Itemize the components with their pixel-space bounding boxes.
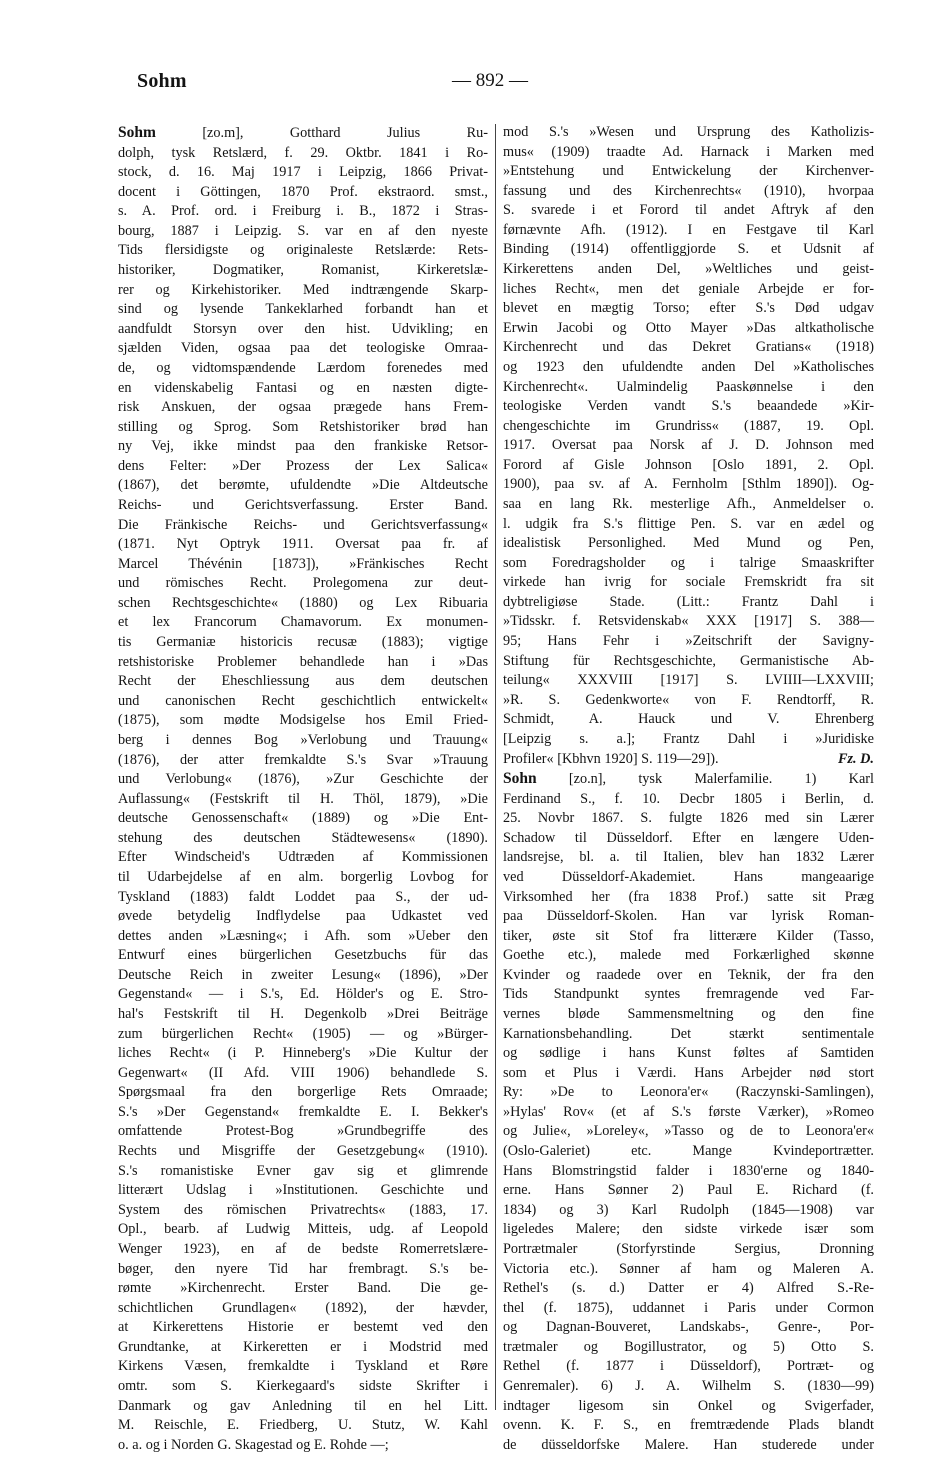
text-line: liches Recht«, men det geniale Arbejde er for- (503, 280, 874, 297)
text-line: Gegenstand« — i S.'s, Ed. Hölder's og E. Stro- (118, 986, 488, 1003)
text-line: Tids Standpunkt syntes fremragende ved Far- (503, 986, 874, 1003)
text-line: (1871. Nyt Optryk 1911. Oversat paa fr. af (118, 536, 488, 553)
text-line: erne. Hans Sønner 2) Paul E. Richard (f. (503, 1182, 874, 1199)
text-line: Marcel Thévénin [1873]), »Fränkisches Recht (118, 555, 488, 572)
text-line: Kirkens Væsen, fremkaldte i Tyskland et Røre (118, 1358, 488, 1375)
author-signature: Fz. D. (837, 750, 874, 767)
text-line: blevet en mægtig Torso; efter S.'s Død udgav (503, 300, 874, 317)
text-line: Deutsche Reich in zweiter Lesung« (1896), »Der (118, 966, 488, 983)
text-line: landsrejse, bl. a. til Italien, blev han 1832 Lærer (503, 849, 874, 866)
text-line: og 1923 den ufuldendte anden Del »Katholisches (503, 358, 874, 375)
text-line: de düsseldorfske Malere. Han studerede under (503, 1436, 874, 1453)
text-line: omfattende Protest-Bog »Grundbegriffe des (118, 1123, 488, 1140)
text-line: teilung« XXXVIII [1917] S. LVIIII—LXXVIII; (503, 672, 874, 689)
text-line: und Verlobung« (1876), »Zur Geschichte der (118, 771, 488, 788)
text-line: S. svarede i et Forord til andet Aftryk af den (503, 202, 874, 219)
text-line: M. Reischle, E. Friedberg, U. Stutz, W. Kahl (118, 1417, 488, 1434)
text-line: Sohn [zo.n], tysk Malerfamilie. 1) Karl (503, 770, 874, 788)
text-line: Wenger 1923), en af de bedste Romerretslære- (118, 1240, 488, 1257)
left-column (118, 123, 488, 1455)
text-line: dolph, tysk Retslærd, f. 29. Oktbr. 1841 i Ro- (118, 144, 488, 161)
text-line: Gegenwart« (II Afd. VIII 1906) behandlede S. (118, 1064, 488, 1081)
text-line: og Julie«, »Loreley«, »Tasso og de to Leonora'er« (503, 1123, 874, 1140)
text-line: Goethe etc.), malede med Forkærlighed skønne (503, 947, 874, 964)
page-number: — 892 — (452, 70, 528, 91)
text-line: Kirkerettens anden Del, »Weltliches und geist- (503, 261, 874, 278)
text-line: o. a. og i Norden G. Skagestad og E. Rohde —; (118, 1436, 389, 1453)
text-line: saa en lang Rk. mesterlige Afh., Anmeldelser o. (503, 495, 874, 512)
text-line: aandfuldt Storsyn over den hist. Udvikling; en (118, 320, 488, 337)
text-line: omtr. som S. Kierkegaard's sidste Skrifter i (118, 1378, 488, 1394)
text-line: paa Düsseldorf-Skolen. Han var lyrisk Roman- (503, 908, 874, 925)
text-line: et lex Francorum Chamavorum. Ex monumen- (118, 614, 488, 631)
text-line: til Udarbejdelse af en alm. borgerlig Lovbog for (118, 868, 488, 885)
text-line: Opl., bearb. af Ludwig Mitteis, udg. af Leopold (118, 1221, 488, 1238)
text-line: risk Anskuen, der ogsaa prægede hans Frem- (118, 399, 488, 416)
text-line: Tids flersidigste og originaleste Retslærde: Rets- (118, 242, 488, 259)
text-line: teologiske Verden vandt S.'s beaandede »Kir- (503, 398, 874, 415)
text-line: ved Düsseldorf-Akademiet. Hans mangeaarige (503, 868, 874, 885)
text-line: Kirchenrecht«. Ualmindelig Paaskønnelse i den (503, 378, 874, 395)
text-line: ny Vej, ikke mindst paa den frankiske Retsor- (118, 438, 488, 455)
text-line: mod S.'s »Wesen und Ursprung des Katholizis- (503, 124, 874, 140)
text-line: Schadow til Düsseldorf. Efter en længere Uden- (503, 829, 874, 846)
text-line: 1900), paa sv. af A. Fernholm [Sthlm 1890]). Og- (503, 476, 874, 493)
text-line: Ferdinand S., f. 10. Decbr 1805 i Berlin, d. (503, 790, 874, 807)
text-line: Karnationsbehandling. Det stærkt sentimentale (503, 1025, 874, 1042)
text-line: trætmaler og Bogillustrator, og 5) Otto S. (503, 1338, 874, 1355)
text-line: øvede betydelig Indflydelse paa Udkastet ved (118, 908, 488, 925)
text-line: Rethel (f. 1877 i Düsseldorf), Portræt- og (503, 1358, 874, 1375)
text-line: s. A. Prof. ord. i Freiburg i. B., 1872 i Stras- (118, 203, 488, 220)
text-line: idealistisk Personlighed. Med Mund og Pen, (503, 535, 874, 552)
text-line: Stiftung für Rechtsgeschichte, Germanistische Ab- (503, 652, 874, 669)
text-line: Grundtanke, at Kirkeretten er i Modstrid med (118, 1338, 488, 1355)
text-line: Erwin Jacobi og Otto Mayer »Das altkatholische (503, 319, 874, 336)
text-line: indtager ligesom sin Onkel og Svigerfader, (503, 1397, 874, 1414)
text-line: 1917. Oversat paa Norsk af J. D. Johnson med (503, 437, 874, 454)
text-line: stock, d. 16. Maj 1917 i Leipzig, 1866 Privat- (118, 164, 488, 181)
text-line: und canonischen Recht geschichtlich entwickelt« (118, 692, 488, 709)
text-line: og sødlige i hans Kunst føltes af Samtiden (503, 1045, 874, 1062)
text-line: docent i Göttingen, 1870 Prof. ekstraord. smst., (118, 183, 488, 200)
text-line: »Entstehung und Entwickelung der Kirchenver- (503, 163, 874, 180)
text-line: S.'s romanistiske Evner gav sig et glimrende (118, 1162, 488, 1179)
text-line: Genremaler). 6) J. A. Wilhelm S. (1830—99) (503, 1378, 874, 1394)
text-line: 25. Novbr 1867. S. fulgte 1826 med sin Lærer (503, 810, 874, 827)
text-line: Kirchenrecht und das Dekret Gratians« (1918) (503, 339, 874, 356)
text-line: 95; Hans Fehr i »Zeitschrift der Savigny- (503, 633, 874, 650)
text-line: chengeschichte im Grundriss« (1887, 19. Opl. (503, 417, 874, 434)
text-line: som et Plus i Værdi. Hans Arbejder nød stort (503, 1064, 874, 1081)
text-line: deutsche Genossenschaft« (1889) og »Die Ent- (118, 810, 488, 827)
text-line: litterært Udslag i »Institutionen. Geschichte und (118, 1182, 488, 1199)
text-line: und römisches Recht. Prolegomena zur deut- (118, 575, 488, 592)
text-line: Danmark og gav Anledning til en hel Litt. (118, 1397, 488, 1414)
text-line: de, og vidtomspændende Lærdom forenedes med (118, 359, 488, 376)
text-line: vernes bløde Sammensmeltning og den fine (503, 1006, 874, 1023)
text-line: bourg, 1887 i Leipzig. S. var en af den nyeste (118, 222, 488, 239)
text-line: Schmidt, A. Hauck und V. Ehrenberg (503, 711, 874, 728)
text-line: fassung und des Kirchenrechts« (1910), hvorpaa (503, 182, 874, 199)
text-line: [Leipzig s. a.]; Frantz Dahl i »Juridiske (503, 730, 874, 747)
text-line: Rethel's (s. d.) Datter er 4) Alfred S.-Re- (503, 1280, 874, 1297)
text-line: zum bürgerlichen Recht« (1905) — og »Bürger- (118, 1025, 488, 1042)
text-line: dens Felter: »Der Prozess der Lex Salica« (118, 457, 488, 474)
text-line: thel (f. 1875), uddannet i Paris under Cormon (503, 1299, 874, 1316)
text-line: ligeledes Malere; den sidste virkede især som (503, 1221, 874, 1238)
text-line: Portrætmaler (Storfyrstinde Sergius, Dronning (503, 1240, 874, 1257)
text-line: Virksomhed her (fra 1838 Prof.) satte sit Præg (503, 888, 874, 905)
text-line: at Kirkerettens Historie er bestemt ved den (118, 1319, 488, 1336)
text-line: liches Recht« (i P. Hinneberg's »Die Kultur der (118, 1045, 488, 1062)
text-line (503, 750, 874, 770)
text-line: hal's Festskrift til H. Degenkolb »Drei Beiträge (118, 1006, 488, 1023)
text-line: Entwurf eines bürgerlichen Gesetzbuchs für das (118, 947, 488, 964)
text-line: System des römischen Privatrechts« (1883, 17. (118, 1201, 488, 1218)
text-line: Ry: »De to Leonora'er« (Raczynski-Samlingen), (503, 1084, 874, 1101)
text-line: rømte »Kirchenrecht. Erster Band. Die ge- (118, 1280, 488, 1297)
text-line: Die Fränkische Reichs- und Gerichtsverfassung« (118, 516, 488, 533)
text-line: 1834) og 3) Karl Rudolph (1845—1908) var (503, 1201, 874, 1218)
text-line: schen Rechtsgeschichte« (1880) og Lex Ribuaria (118, 594, 488, 611)
text-line: (Oslo-Galeriet) etc. Mange Kvindeportrætter. (503, 1143, 874, 1160)
text-line: berg i dennes Bog »Verlobung und Trauung« (118, 731, 488, 748)
entry-headword: Sohn (503, 770, 537, 788)
text-line: S.'s »Der Gegenstand« fremkaldte E. I. Bekker's (118, 1103, 488, 1120)
text-line: stehung des deutschen Städtewesens« (1890). (118, 829, 488, 846)
text-line: Kvinder og raadede over en Teknik, der fra den (503, 966, 874, 983)
text-line: Auflassung« (Festskrift til H. Thöl, 1879), »Die (118, 790, 488, 807)
text-line: virkede han ivrig for sociale Fremskridt fra sit (503, 574, 874, 591)
text-line: »Tidsskr. f. Retsvidenskab« XXX [1917] S. 388— (503, 613, 874, 630)
text-line: som Foredragsholder og i talrige Smaaskrifter (503, 554, 874, 571)
text-line: Hans Blomstringstid falder i 1830'erne og 1840- (503, 1162, 874, 1179)
text-line: og Dagnan-Bouveret, Landskabs-, Genre-, Por- (503, 1319, 874, 1336)
text-line: »R. S. Gedenkworte« von F. Rendtorff, R. (503, 691, 874, 708)
text-line: Recht der Eheschliessung aus dem deutschen (118, 673, 488, 690)
text-line: (1876), der atter fremkaldte S.'s Svar »Trauung (118, 751, 488, 768)
text-line: historiker, Dogmatiker, Romanist, Kirkeretslæ- (118, 262, 488, 279)
running-head: Sohm (137, 70, 187, 92)
text-line: Tyskland (1883) faldt Loddet paa S., der ud- (118, 888, 488, 905)
column-divider (495, 124, 496, 1410)
text-line: Binding (1914) offentliggjorde S. et Udsnit af (503, 241, 874, 258)
text-line: sind og lysende Tankeklarhed forbandt han et (118, 301, 488, 318)
text-line: »Hylas' Rov« (et af S.'s første Værker), »Romeo (503, 1103, 874, 1120)
text-line: Spørgsmaal fra den borgerlige Rets Omraade; (118, 1084, 488, 1101)
text-line: Forord af Gisle Johnson [Oslo 1891, 2. Opl. (503, 456, 874, 473)
text-line: bøger, den nyere Tid har frembragt. S.'s be- (118, 1260, 488, 1277)
text-line: Reichs- und Gerichtsverfassung. Erster Band. (118, 496, 488, 513)
text-line: Efter Windscheid's Udtræden af Kommissionen (118, 849, 488, 866)
entry-headword: Sohm (118, 124, 156, 141)
text-line: (1875), som mødte Modsigelse hos Emil Fried- (118, 712, 488, 729)
text-line: tis Germaniæ historicis recusæ (1883); vigtige (118, 634, 488, 651)
text-line: (1867), det berømte, ufuldendte »Die Altdeutsche (118, 477, 488, 494)
text-line: dybtreligiøse Stade. (Litt.: Frantz Dahl i (503, 593, 874, 610)
text-line: førnævnte Afh. (1912). I en Festgave til Karl (503, 221, 874, 238)
text-line: Sohm [zo.m], Gotthard Julius Ru- (118, 124, 488, 141)
text-line: en videnskabelig Fantasi og en næsten digte- (118, 379, 488, 396)
text-line: sjælden Viden, ogsaa paa det teologiske Omraa- (118, 340, 488, 357)
text-line-body: Profiler« [Kbhvn 1920] S. 119—29]). (503, 750, 719, 767)
text-line: l. udgik fra S.'s flittige Pen. S. var en ædel og (503, 515, 874, 532)
text-line: ovenn. K. F. S., en fremtrædende Plads blandt (503, 1417, 874, 1434)
text-line: dettes anden »Læsning«; i Afh. som »Ueber den (118, 927, 488, 944)
text-line: retshistoriske Problemer behandlede han i »Das (118, 653, 488, 670)
text-line: Rechts und Misgriffe der Gesetzgebung« (1910). (118, 1143, 488, 1160)
text-line: tiker, øste sit Stof fra litterære Kilder (Tasso, (503, 927, 874, 944)
text-line: rer og Kirkehistoriker. Med indtrængende Skarp- (118, 281, 488, 298)
text-line: mus« (1909) traadte Ad. Harnack i Marken med (503, 143, 874, 160)
text-line: Victoria etc.). Sønner af ham og Maleren A. (503, 1260, 874, 1277)
right-column (503, 123, 874, 1455)
text-line: schichtlichen Grundlagen« (1892), der hævder, (118, 1299, 488, 1316)
text-line: stilling og Sprog. Som Retshistoriker brød han (118, 418, 488, 435)
